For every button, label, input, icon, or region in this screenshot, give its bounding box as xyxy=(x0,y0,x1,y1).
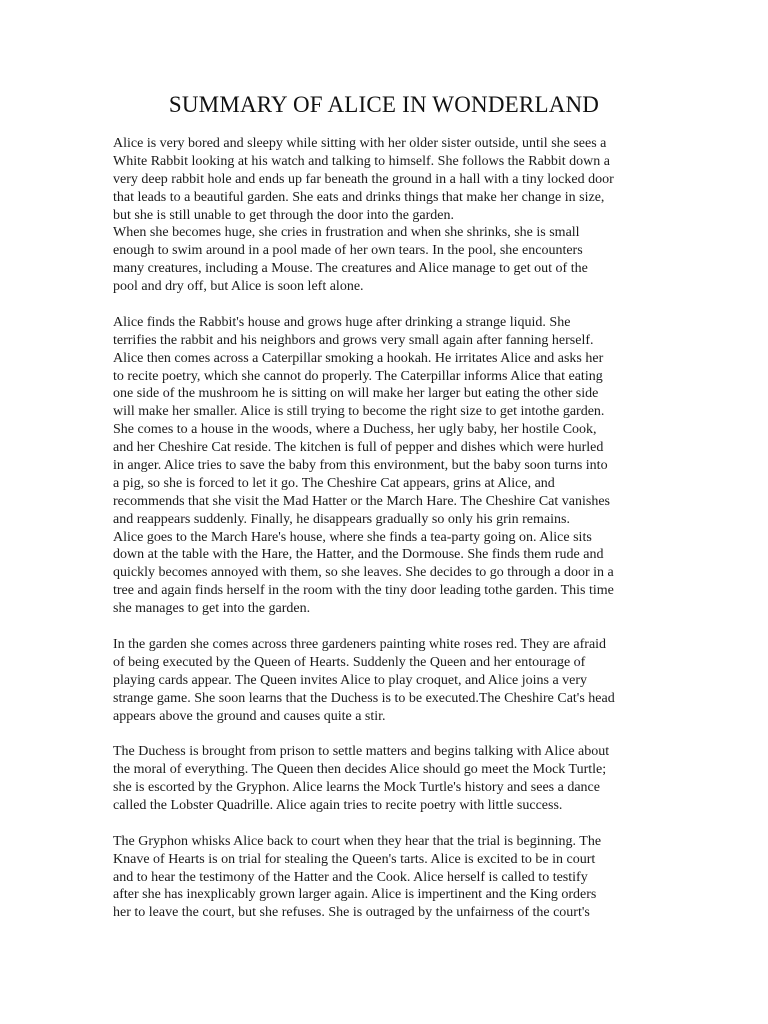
text-line: called the Lobster Quadrille. Alice again tries to recite poetry with little success. xyxy=(113,797,563,813)
text-line: her to leave the court, but she refuses. She is outraged by the unfairness of the court's xyxy=(113,905,590,921)
paragraph-gap xyxy=(113,296,661,314)
text-line: very deep rabbit hole and ends up far beneath the ground in a hall with a tiny locked door xyxy=(113,171,614,187)
text-line: terrifies the rabbit and his neighbors and grows very small again after fanning herself. xyxy=(113,332,594,348)
text-line: When she becomes huge, she cries in frustration and when she shrinks, she is small xyxy=(113,225,580,241)
text-line: Alice finds the Rabbit's house and grows huge after drinking a strange liquid. She xyxy=(113,314,571,330)
paragraph xyxy=(113,636,661,725)
text-line: quickly becomes annoyed with them, so she leaves. She decides to go through a door in a xyxy=(113,565,614,581)
text-line: after she has inexplicably grown larger again. Alice is impertinent and the King orders xyxy=(113,887,597,903)
text-line: and her Cheshire Cat reside. The kitchen is full of pepper and dishes which were hurled xyxy=(113,440,604,456)
text-line: Alice is very bored and sleepy while sitting with her older sister outside, until she sees a xyxy=(113,136,607,151)
text-line: White Rabbit looking at his watch and talking to himself. She follows the Rabbit down a xyxy=(113,153,610,169)
page-title: SUMMARY OF ALICE IN WONDERLAND xyxy=(168,92,600,117)
text-line: she manages to get into the garden. xyxy=(113,601,311,617)
text-line: she is escorted by the Gryphon. Alice learns the Mock Turtle's history and sees a dance xyxy=(113,780,600,796)
text-line: In the garden she comes across three gardeners painting white roses red. They are afraid xyxy=(113,636,607,652)
text-line: She comes to a house in the woods, where a Duchess, her ugly baby, her hostile Cook, xyxy=(113,422,597,438)
text-line: to recite poetry, which she cannot do properly. The Caterpillar informs Alice that eating xyxy=(113,368,603,384)
paragraph xyxy=(113,743,661,815)
text-line: and to hear the testimony of the Hatter and the Cook. Alice herself is called to testify xyxy=(113,869,588,885)
paragraph xyxy=(113,135,661,296)
text-line: that leads to a beautiful garden. She eats and drinks things that make her change in size, xyxy=(113,189,605,205)
text-line: appears above the ground and causes quite a stir. xyxy=(113,708,386,724)
text-line: of being executed by the Queen of Hearts. Suddenly the Queen and her entourage of xyxy=(113,654,586,670)
text-line: enough to swim around in a pool made of her own tears. In the pool, she encounters xyxy=(113,243,583,259)
paragraph-gap xyxy=(113,815,661,833)
text-line: the moral of everything. The Queen then decides Alice should go meet the Mock Turtle; xyxy=(113,762,607,778)
paragraph xyxy=(113,314,661,618)
text-line: tree and again finds herself in the room with the tiny door leading tothe garden. This time xyxy=(113,583,614,599)
text-line: and reappears suddenly. Finally, he disappears gradually so only his grin remains. xyxy=(113,511,570,527)
text-line: pool and dry off, but Alice is soon left alone. xyxy=(113,279,364,295)
text-line: Alice then comes across a Caterpillar smoking a hookah. He irritates Alice and asks her xyxy=(113,350,604,366)
text-line: playing cards appear. The Queen invites Alice to play croquet, and Alice joins a very xyxy=(113,672,588,688)
text-line: one side of the mushroom he is sitting on will make her larger but eating the other side xyxy=(113,386,599,402)
text-line: Knave of Hearts is on trial for stealing the Queen's tarts. Alice is excited to be in court xyxy=(113,851,596,867)
text-line: The Gryphon whisks Alice back to court when they hear that the trial is beginning. The xyxy=(113,833,602,849)
paragraph xyxy=(113,833,661,922)
paragraph-gap xyxy=(113,725,661,743)
text-line: but she is still unable to get through the door into the garden. xyxy=(113,207,454,223)
text-line: will make her smaller. Alice is still trying to become the right size to get intothe garden. xyxy=(113,404,605,420)
text-line: recommends that she visit the Mad Hatter or the March Hare. The Cheshire Cat vanishes xyxy=(113,493,610,509)
paragraph-gap xyxy=(113,618,661,636)
text-line: strange game. She soon learns that the Duchess is to be executed.The Cheshire Cat's head xyxy=(113,690,615,706)
text-line: Alice goes to the March Hare's house, where she finds a tea-party going on. Alice sits xyxy=(113,529,592,545)
document-body xyxy=(113,135,661,922)
text-line: in anger. Alice tries to save the baby from this environment, but the baby soon turns into xyxy=(113,458,608,474)
text-line: down at the table with the Hare, the Hatter, and the Dormouse. She finds them rude and xyxy=(113,547,604,563)
text-line: many creatures, including a Mouse. The creatures and Alice manage to get out of the xyxy=(113,261,588,277)
text-line: The Duchess is brought from prison to settle matters and begins talking with Alice about xyxy=(113,744,610,760)
text-line: a pig, so she is forced to let it go. The Cheshire Cat appears, grins at Alice, and xyxy=(113,475,555,491)
